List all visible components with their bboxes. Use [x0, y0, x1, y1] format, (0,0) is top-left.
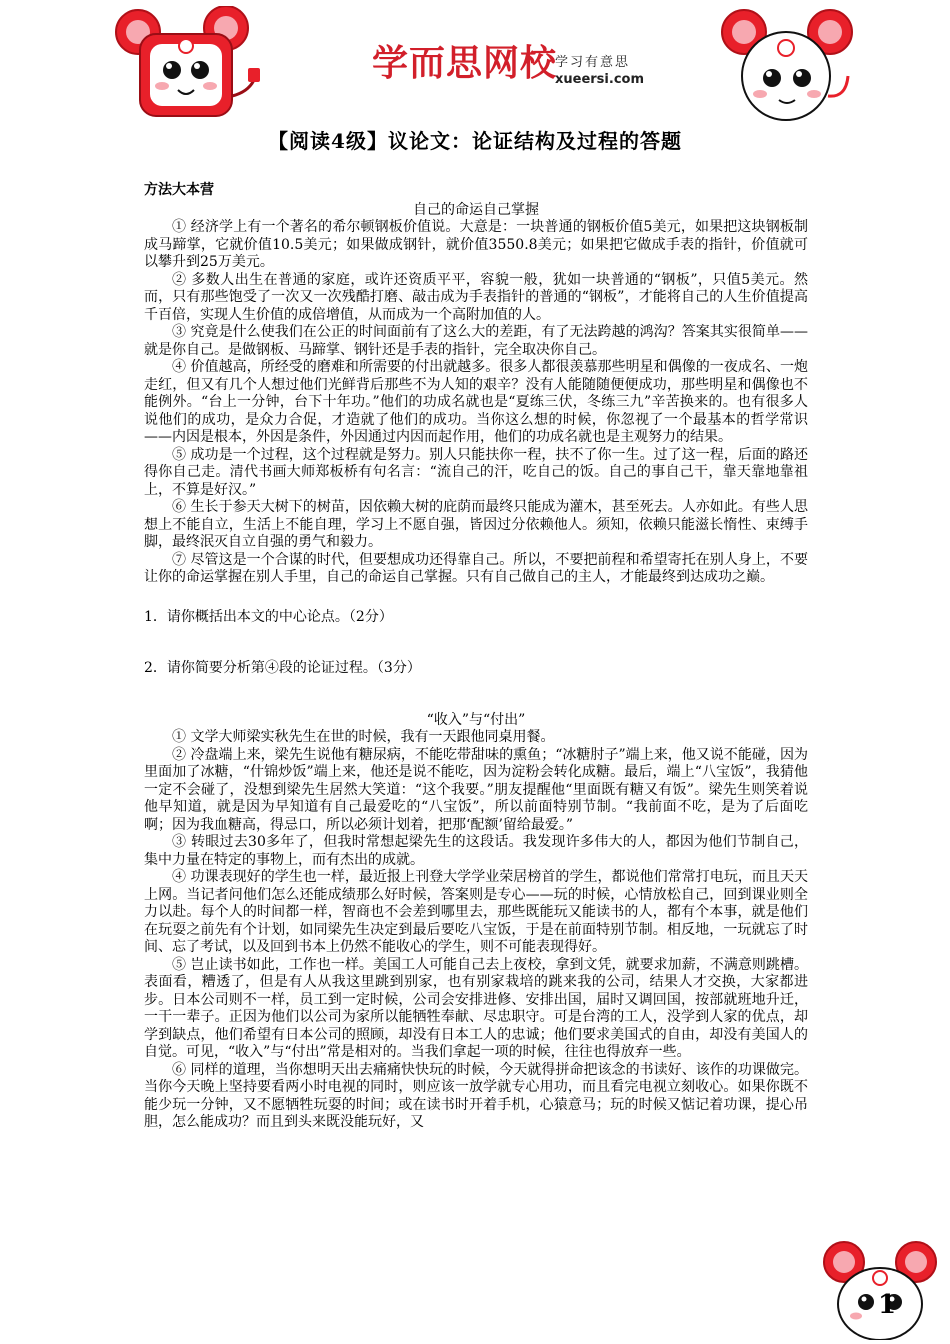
article-1-paragraph-6: ⑥ 生长于参天大树下的树苗，因依赖大树的庇荫而最终只能成为灌木，甚至死去。人亦如此。有些人思想上不能自立，生活上不能自理，学习上不愿自强，皆因过分依赖他人。须知，依赖只能滋长惰性、束缚手脚，最终泯灭自立自强的勇气和毅力。	[144, 499, 808, 550]
brand-url: xueersi.com	[555, 72, 645, 87]
article-2-paragraph-3: ③ 转眼过去30多年了，但我时常想起梁先生的这段话。我发现许多伟大的人，都因为他们节制自己，集中力量在特定的事物上，而有杰出的成就。	[144, 834, 808, 868]
question-1: 1．请你概括出本文的中心论点。（2分）	[144, 608, 393, 625]
article-2-paragraph-1: ① 文学大师梁实秋先生在世的时候，我有一天跟他同桌用餐。	[172, 729, 555, 745]
article-2-paragraph-4: ④ 功课表现好的学生也一样，最近报上刊登大学学业荣居榜首的学生，都说他们常常打电玩，而且天天上网。当记者问他们怎么还能成绩那么好时候，答案则是专心——玩的时候，心情放松自己，回到课业则全力以赴。每个人的时间都一样，智商也不会差到哪里去，那些既能玩又能读书的人，都有个本事，就是他们在玩耍之前先有个计划，如同梁先生决定到最后要吃八宝饭，于是在前面特别节制。相反地，一玩就忘了时间、忘了考试，以及回到书本上仍然不能收心的学生，则不可能表现得好。	[144, 869, 808, 955]
article-1	[144, 202, 808, 587]
article-2	[144, 712, 808, 1132]
brand-tagline: 学习有意思	[555, 55, 631, 70]
article-1-paragraph-5: ⑤ 成功是一个过程，这个过程就是努力。别人只能扶你一程，扶不了你一生。过了这一程，后面的路还得你自己走。清代书画大师郑板桥有句名言：“流自己的汗，吃自己的饭。自己的事自己干，靠天靠地靠祖上，不算是好汉。”	[144, 446, 808, 498]
article-2-paragraph-5: ⑤ 岂止读书如此，工作也一样。美国工人可能自己去上夜校，拿到文凭，就要求加薪，不满意则跳槽。表面看，糟透了，但是有人从我这里跳到别家，也有别家栽培的跳来我的公司，结果人才交换，大家都进步。日本公司则不一样，员工到一定时候，公司会安排进修、安排出国，届时又调回国，按部就班地升迁，一干一辈子。正因为他们以公司为家所以能牺牲奉献、尽忠职守。可是台湾的工人，没学到人家的优点，却学到缺点，他们希望有日本公司的照顾，却没有日本工人的忠诚；他们要求美国式的自由，却没有美国人的自觉。可见，“收入”与“付出”常是相对的。当我们拿起一项的时候，往往也得放弃一些。	[144, 956, 808, 1060]
article-1-paragraph-7: ⑦ 尽管这是一个合谋的时代，但要想成功还得靠自己。所以，不要把前程和希望寄托在别人身上，不要让你的命运掌握在别人手里，自己的命运自己掌握。只有自己做自己的主人，才能最终到达成功之巅。	[144, 551, 808, 585]
section-heading: 方法大本营	[144, 182, 214, 198]
article-2-paragraph-6: ⑥ 同样的道理，当你想明天出去痛痛快快玩的时候，今天就得拼命把该念的书读好、该作的功课做完。当你今天晚上坚持要看两小时电视的同时，则应该一放学就专心用功，而且看完电视立刻收心。如果你既不能少玩一分钟，又不愿牺牲玩耍的时间；或在读书时开着手机，心猿意马；玩的时候又惦记着功课，提心吊胆，怎么能成功？而且到头来既没能玩好，又	[144, 1061, 808, 1130]
mascot-footer-icon	[816, 1232, 948, 1340]
mascot-left-icon	[108, 6, 264, 126]
article-1-title: 自己的命运自己掌握	[413, 201, 539, 218]
page-number: 1	[878, 1290, 897, 1320]
question-2: 2．请你简要分析第④段的论证过程。（3分）	[144, 660, 421, 676]
mascot-right-icon	[706, 6, 862, 126]
brand-logo: 学而思网校	[372, 43, 558, 84]
document-title: 【阅读4级】议论文：论证结构及过程的答题	[268, 129, 682, 153]
article-1-paragraph-3: ③ 究竟是什么使我们在公正的时间面前有了这么大的差距，有了无法跨越的鸿沟？答案其实很简单——就是你自己。是做钢板、马蹄掌、钢针还是手表的指针，完全取决你自己。	[144, 324, 808, 358]
article-2-title: “收入”与“付出”	[426, 711, 526, 728]
article-1-paragraph-4: ④ 价值越高，所经受的磨难和所需要的付出就越多。很多人都很羡慕那些明星和偶像的一夜成名、一炮走红，但又有几个人想过他们光鲜背后那些不为人知的艰辛？没有人能随随便便成功，那些明星和偶像也不能例外。“台上一分钟，台下十年功。”他们的功成名就也是“夏练三伏，冬练三九”辛苦换来的。也有很多人说他们的成功，是众力合促，才造就了他们的成功。当你这么想的时候，你忽视了一个最基本的哲学常识——内因是根本，外因是条件，外因通过内因而起作用，他们的功成名就也是主观努力的结果。	[144, 359, 808, 445]
article-1-paragraph-1: ① 经济学上有一个著名的希尔顿钢板价值说。大意是：一块普通的钢板价值5美元，如果把这块钢板制成马蹄掌，它就价值10.5美元；如果做成钢针，就价值3550.8美元；如果把它做成手表的指针，价值就可以攀升到25万美元。	[144, 219, 808, 270]
article-2-paragraph-2: ② 冷盘端上来，梁先生说他有糖尿病，不能吃带甜味的熏鱼；“冰糖肘子”端上来，他又说不能碰，因为里面加了冰糖，“什锦炒饭”端上来，他还是说不能吃，因为淀粉会转化成糖。最后，端上“八宝饭”，我猜他一定不会碰了，没想到梁先生居然大笑道：“这个我要。”朋友提醒他“里面既有糖又有饭”。梁先生则笑着说他早知道，就是因为早知道有自己最爱吃的“八宝饭”，所以前面特别节制。“我前面不吃，是为了后面吃啊；因为我血糖高，得忌口，所以必须计划着，把那‘配额’留给最爱。”	[144, 746, 808, 833]
article-1-paragraph-2: ② 多数人出生在普通的家庭，或许还资质平平，容貌一般，犹如一块普通的“钢板”，只值5美元。然而，只有那些饱受了一次又一次残酷打磨、敲击成为手表指针的普通的“钢板”，才能将自己的人生价值提高千百倍，实现人生价值的成倍增值，从而成为一个高附加值的人。	[144, 271, 808, 323]
document-body	[144, 182, 808, 1132]
